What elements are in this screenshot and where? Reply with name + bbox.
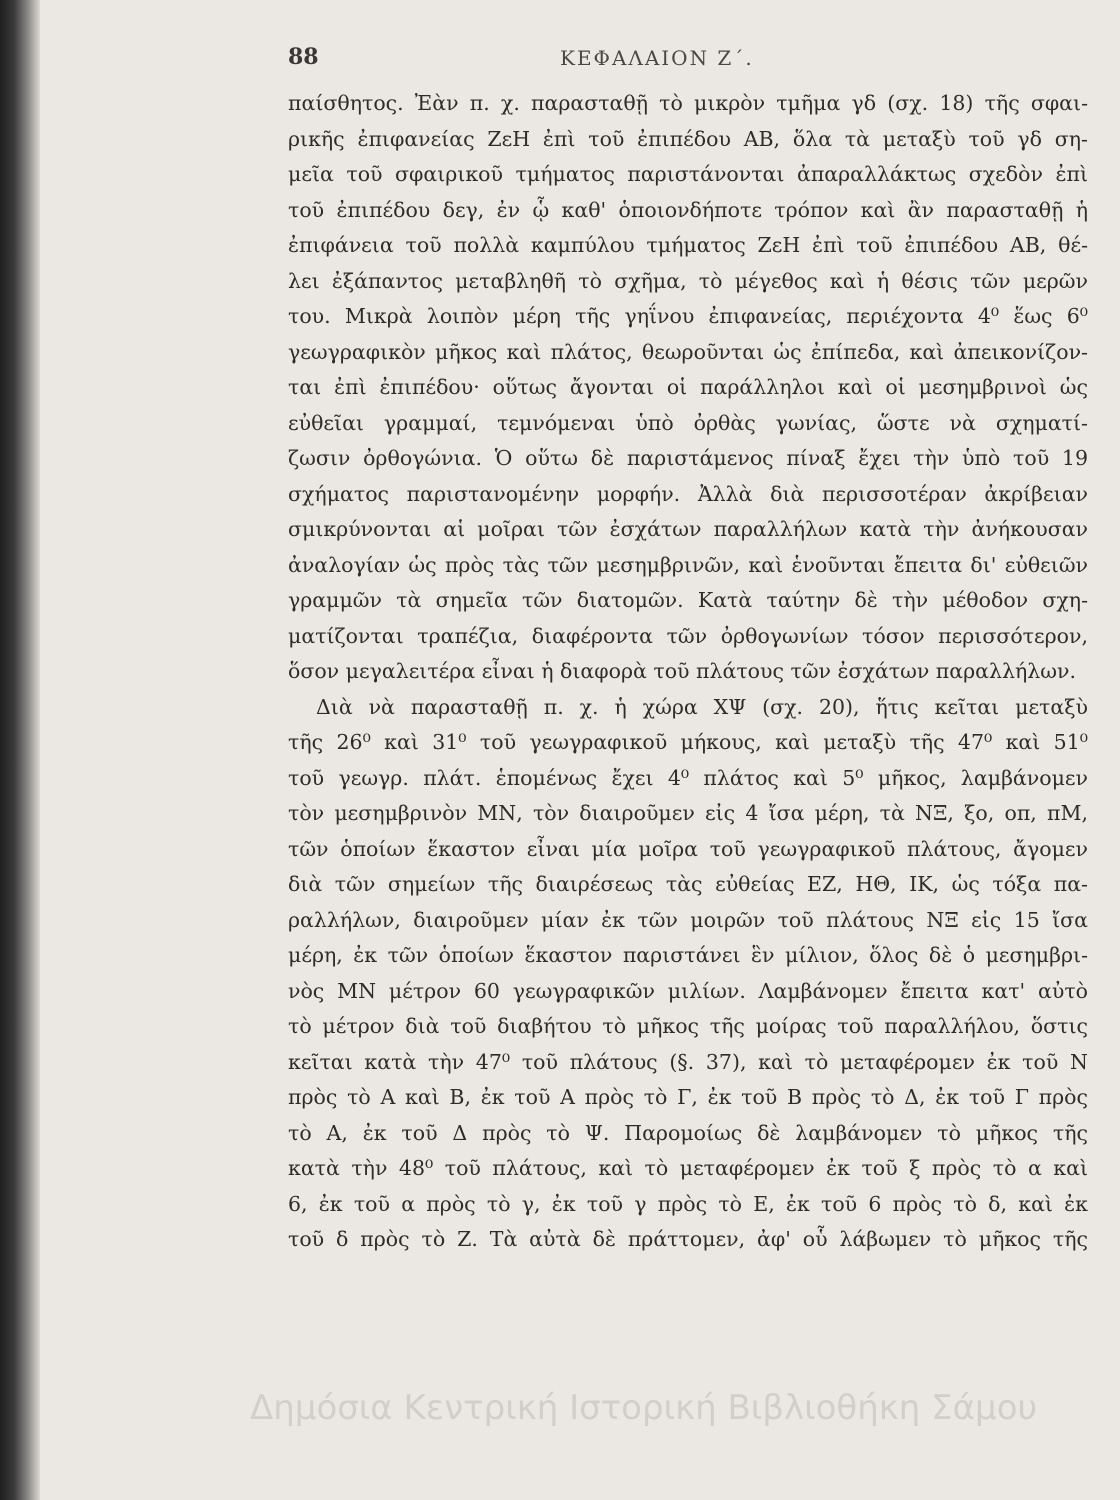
text-line: τῶν ὁποίων ἕκαστον εἶναι μία μοῖρα τοῦ γεωγραφικοῦ πλάτους, ἄγομεν: [288, 836, 1088, 861]
text-line: διὰ τῶν σημείων τῆς διαιρέσεως τὰς εὐθείας ΕΖ, ΗΘ, ΙΚ, ὡς τόξα πα-: [288, 872, 1088, 896]
text-line: γραμμῶν τὰ σημεῖα τῶν διατομῶν. Κατὰ ταύτην δὲ τὴν μέθοδον σχη-: [288, 588, 1088, 612]
book-page: [40, 0, 1120, 1500]
text-line: τοῦ ἐπιπέδου δεγ, ἐν ᾧ καθ' ὁποιονδήποτε τρόπον καὶ ἂν παρασταθῇ ἡ: [288, 197, 1088, 222]
book-binding-shadow: [0, 0, 40, 1500]
text-line: λει ἐξάπαντος μεταβληθῆ τὸ σχῆμα, τὸ μέγεθος καὶ ἡ θέσις τῶν μερῶν: [288, 268, 1088, 293]
text-line: εὐθεῖαι γραμμαί, τεμνόμεναι ὑπὸ ὀρθὰς γωνίας, ὥστε νὰ σχηματί-: [288, 410, 1088, 435]
text-line: ται ἐπὶ ἐπιπέδου· οὕτως ἄγονται οἱ παράλληλοι καὶ οἱ μεσημβρινοὶ ὡς: [288, 375, 1088, 399]
text-line: ρικῆς ἐπιφανείας ΖεΗ ἐπὶ τοῦ ἐπιπέδου ΑΒ, ὅλα τὰ μεταξὺ τοῦ γδ ση-: [288, 126, 1088, 151]
text-line: πρὸς τὸ Α καὶ Β, ἐκ τοῦ Α πρὸς τὸ Γ, ἐκ τοῦ Β πρὸς τὸ Δ, ἐκ τοῦ Γ πρὸς: [288, 1085, 1088, 1109]
text-line: ἐπιφάνεια τοῦ πολλὰ καμπύλου τμήματος ΖεΗ ἐπὶ τοῦ ἐπιπέδου ΑΒ, θέ-: [288, 233, 1088, 257]
text-line: τοῦ γεωγρ. πλάτ. ἑπομένως ἔχει 4⁰ πλάτος καὶ 5⁰ μῆκος, λαμβάνομεν: [288, 765, 1088, 790]
page-number: 88: [288, 44, 319, 70]
text-line: τοῦ δ πρὸς τὸ Ζ. Τὰ αὐτὰ δὲ πράττομεν, ἀφ' οὗ λάβωμεν τὸ μῆκος τῆς: [288, 1227, 1088, 1251]
text-line: τῆς 26⁰ καὶ 31⁰ τοῦ γεωγραφικοῦ μήκους, καὶ μεταξὺ τῆς 47⁰ καὶ 51⁰: [288, 730, 1088, 754]
text-line: μέρη, ἐκ τῶν ὁποίων ἕκαστον παριστάνει ἓν μίλιον, ὅλος δὲ ὁ μεσημβρι-: [288, 943, 1088, 967]
text-line: γεωγραφικὸν μῆκος καὶ πλάτος, θεωροῦνται ὡς ἐπίπεδα, καὶ ἀπεικονίζον-: [288, 339, 1088, 364]
text-line: σμικρύνονται αἱ μοῖραι τῶν ἐσχάτων παραλλήλων κατὰ τὴν ἀνήκουσαν: [288, 517, 1088, 541]
text-line: κεῖται κατὰ τὴν 47⁰ τοῦ πλάτους (§. 37), καὶ τὸ μεταφέρομεν ἐκ τοῦ Ν: [288, 1049, 1088, 1074]
page-header: [40, 30, 1120, 80]
text-line: κατὰ τὴν 48⁰ τοῦ πλάτους, καὶ τὸ μεταφέρομεν ἐκ τοῦ ξ πρὸς τὸ α καὶ: [288, 1156, 1088, 1180]
text-line: ἀναλογίαν ὡς πρὸς τὰς τῶν μεσημβρινῶν, καὶ ἑνοῦνται ἔπειτα δι' εὐθειῶν: [288, 552, 1088, 577]
chapter-title: ΚΕΦΑΛΑΙΟΝ Ζ΄.: [560, 46, 754, 70]
text-line: ζωσιν ὀρθογώνια. Ὁ οὕτω δὲ παριστάμενος πίναξ ἔχει τὴν ὑπὸ τοῦ 19: [288, 446, 1088, 470]
text-line: παίσθητος. Ἐὰν π. χ. παρασταθῇ τὸ μικρὸν τμῆμα γδ (σχ. 18) τῆς σφαι-: [288, 91, 1088, 115]
text-line: ματίζονται τραπέζια, διαφέροντα τῶν ὀρθογωνίων τόσον περισσότερον,: [288, 623, 1088, 648]
text-line: ραλλήλων, διαιροῦμεν μίαν ἐκ τῶν μοιρῶν τοῦ πλάτους ΝΞ εἰς 15 ἴσα: [288, 907, 1088, 932]
text-line: μεῖα τοῦ σφαιρικοῦ τμήματος παριστάνονται ἀπαραλλάκτως σχεδὸν ἐπὶ: [288, 162, 1088, 186]
text-line: νὸς ΜΝ μέτρον 60 γεωγραφικῶν μιλίων. Λαμβάνομεν ἔπειτα κατ' αὐτὸ: [288, 978, 1088, 1003]
text-line: σχήματος παριστανομένην μορφήν. Ἀλλὰ διὰ περισσοτέραν ἀκρίβειαν: [288, 481, 1088, 506]
text-line: ὅσον μεγαλειτέρα εἶναι ἡ διαφορὰ τοῦ πλάτους τῶν ἐσχάτων παραλλήλων.: [288, 659, 1076, 683]
text-line: Διὰ νὰ παρασταθῇ π. χ. ἡ χώρα ΧΨ (σχ. 20), ἥτις κεῖται μεταξὺ: [316, 694, 1088, 719]
text-line: του. Μικρὰ λοιπὸν μέρη τῆς γηΐνου ἐπιφανείας, περιέχοντα 4⁰ ἕως 6⁰: [288, 304, 1088, 328]
body-text: [288, 86, 1088, 1258]
text-line: 6, ἐκ τοῦ α πρὸς τὸ γ, ἐκ τοῦ γ πρὸς τὸ Ε, ἐκ τοῦ 6 πρὸς τὸ δ, καὶ ἐκ: [288, 1191, 1088, 1216]
text-line: τὸν μεσημβρινὸν ΜΝ, τὸν διαιροῦμεν εἰς 4 ἴσα μέρη, τὰ ΝΞ, ξο, οπ, πΜ,: [288, 801, 1088, 825]
text-line: τὸ μέτρον διὰ τοῦ διαβήτου τὸ μῆκος τῆς μοίρας τοῦ παραλλήλου, ὅστις: [288, 1014, 1088, 1038]
library-watermark: Δημόσια Κεντρική Ιστορική Βιβλιοθήκη Σάμου: [250, 1388, 1038, 1428]
text-line: τὸ Α, ἐκ τοῦ Δ πρὸς τὸ Ψ. Παρομοίως δὲ λαμβάνομεν τὸ μῆκος τῆς: [288, 1120, 1088, 1145]
